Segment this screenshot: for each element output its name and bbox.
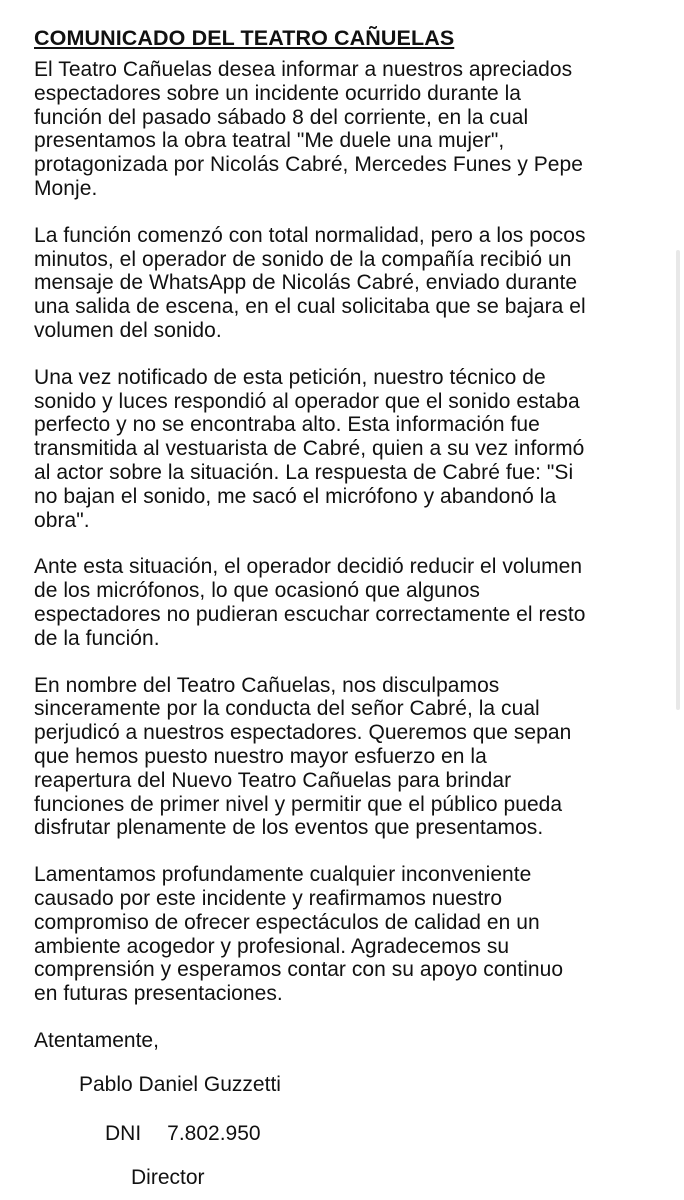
closing-text: Atentamente,	[34, 1028, 159, 1052]
paragraph	[34, 674, 652, 841]
scrollbar[interactable]	[676, 250, 680, 710]
paragraph-line: ambiente acogedor y profesional. Agradecemos su	[34, 934, 510, 958]
paragraph-line: Monje.	[34, 176, 98, 200]
paragraph-line: La función comenzó con total normalidad, pero a los pocos	[34, 223, 586, 247]
paragraph-line: El Teatro Cañuelas desea informar a nuestros apreciados	[34, 58, 573, 81]
paragraph-line: comprensión y esperamos contar con su apoyo continuo	[34, 958, 564, 982]
paragraphs-container	[34, 58, 652, 1006]
paragraph-line: causado por este incidente y reafirmamos nuestro	[34, 886, 503, 910]
paragraph-line: compromiso de ofrecer espectáculos de calidad en un	[34, 910, 540, 934]
dni-label: DNI	[105, 1122, 142, 1145]
paragraph-line: de los micrófonos, lo que ocasionó que algunos	[34, 579, 480, 603]
paragraph-line: no bajan el sonido, me sacó el micrófono y abandonó la	[34, 484, 557, 508]
paragraph-line: obra".	[34, 508, 90, 532]
signature-role: Director	[131, 1166, 205, 1189]
paragraph	[34, 58, 652, 201]
paragraph-line: funciones de primer nivel y permitir que el público pueda	[34, 792, 563, 816]
paragraph-line: transmitida al vestuarista de Cabré, quien a su vez informó	[34, 437, 585, 461]
dni-number: 7.802.950	[167, 1122, 261, 1145]
paragraph-line: de la función.	[34, 626, 160, 650]
paragraph-line: sonido y luces respondió al operador que el sonido estaba	[34, 389, 580, 413]
signature-name: Pablo Daniel Guzzetti	[79, 1073, 281, 1096]
paragraph-line: volumen del sonido.	[34, 318, 222, 342]
document-body	[34, 26, 652, 1053]
paragraph	[34, 224, 652, 343]
paragraph-line: espectadores no pudieran escuchar correctamente el resto	[34, 602, 586, 626]
document-title: COMUNICADO DEL TEATRO CAÑUELAS	[34, 26, 455, 50]
paragraph-line: función del pasado sábado 8 del corriente, en la cual	[34, 105, 529, 129]
paragraph	[34, 366, 652, 533]
paragraph-line: espectadores sobre un incidente ocurrido durante la	[34, 81, 522, 105]
paragraph-line: perfecto y no se encontraba alto. Esta información fue	[34, 413, 540, 437]
paragraph-line: una salida de escena, en el cual solicitaba que se bajara el	[34, 295, 586, 319]
paragraph-line: En nombre del Teatro Cañuelas, nos disculpamos	[34, 673, 500, 697]
paragraph-line: reapertura del Nuevo Teatro Cañuelas para brindar	[34, 768, 512, 792]
paragraph-line: sinceramente por la conducta del señor Cabré, la cual	[34, 697, 540, 721]
paragraph-line: Una vez notificado de esta petición, nuestro técnico de	[34, 365, 546, 389]
paragraph-line: en futuras presentaciones.	[34, 982, 283, 1006]
paragraph-line: Lamentamos profundamente cualquier inconveniente	[34, 863, 532, 887]
paragraph-line: al actor sobre la situación. La respuesta de Cabré fue: "Si	[34, 460, 574, 484]
paragraph-line: protagonizada por Nicolás Cabré, Mercedes Funes y Pepe	[34, 153, 583, 177]
paragraph-line: presentamos la obra teatral "Me duele una mujer",	[34, 129, 505, 153]
paragraph	[34, 555, 652, 650]
paragraph-line: que hemos puesto nuestro mayor esfuerzo en la	[34, 744, 487, 768]
paragraph-line: minutos, el operador de sonido de la compañía recibió un	[34, 247, 572, 271]
signature-dni	[105, 1122, 261, 1146]
paragraph	[34, 863, 652, 1006]
paragraph-line: mensaje de WhatsApp de Nicolás Cabré, enviado durante	[34, 271, 578, 295]
paragraph-line: Ante esta situación, el operador decidió reducir el volumen	[34, 555, 583, 579]
paragraph-line: disfrutar plenamente de los eventos que presentamos.	[34, 816, 544, 840]
paragraph-line: perjudicó a nuestros espectadores. Queremos que sepan	[34, 721, 572, 745]
